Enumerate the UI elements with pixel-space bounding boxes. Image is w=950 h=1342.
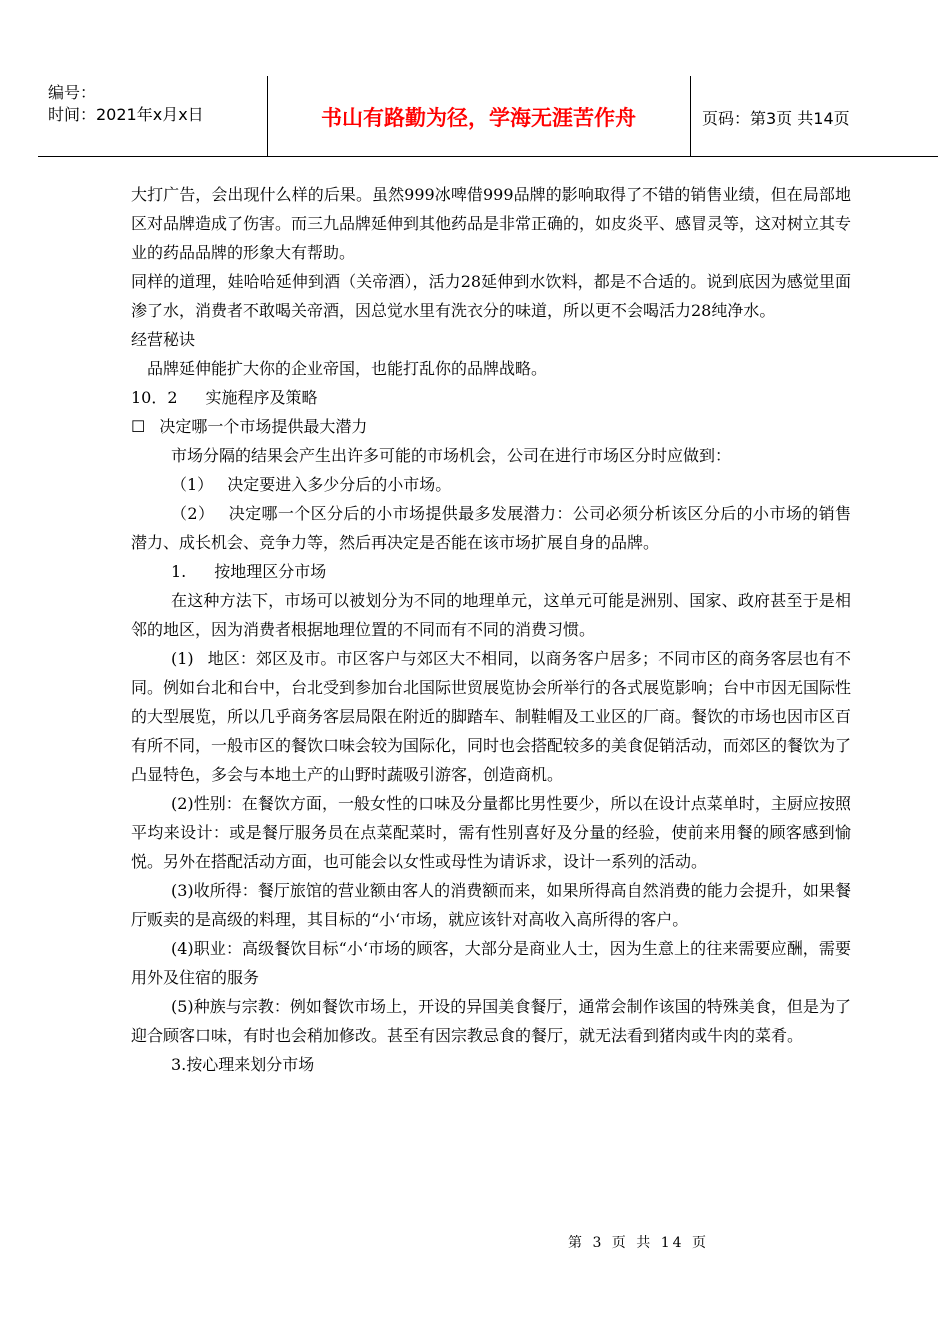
list-number: （2） [171,504,215,523]
header-page-number: 页码：第3页 共14页 [702,109,850,128]
sub-heading-title: 按地理区分市场 [214,562,327,581]
document-body [131,180,851,1079]
section-title: 实施程序及策略 [205,388,318,407]
paragraph: 品牌延伸能扩大你的企业帝国，也能打乱你的品牌战略。 [147,359,548,378]
sub-heading-number: 1. [171,562,187,581]
list-text: 决定哪一个区分后的小市场提供最多发展潜力：公司必须分析该区分后的小市场的销售潜力、成长机会、竞争力等，然后再决定是否能在该市场扩展自身的品牌。 [131,504,851,552]
paragraph: 同样的道理，娃哈哈延伸到酒（关帝酒），活力28延伸到水饮料，都是不合适的。说到底因为感觉里面渗了水，消费者不敢喝关帝酒，因总觉水里有洗衣分的味道，所以更不会喝活力28纯净水。 [131,272,851,320]
list-number: (1) [171,649,194,668]
paragraph: 大打广告，会出现什么样的后果。虽然999冰啤借999品牌的影响取得了不错的销售业绩，但在局部地区对品牌造成了伤害。而三九品牌延伸到其他药品是非常正确的，如皮炎平、感冒灵等，这对树立其专业的药品品牌的形象大有帮助。 [131,185,852,262]
header-divider [690,76,691,156]
list-item [131,470,851,499]
section-number: 10．2 [131,388,178,407]
section-heading [131,383,851,412]
sub-heading [131,557,851,586]
list-text: 地区：郊区及市。市区客户与郊区大不相同，以商务客户居多；不同市区的商务客层也有不同。例如台北和台中，台北受到参加台北国际世贸展览协会所举行的各式展览影响；台中市因无国际性的大型展览，所以几乎商务客层局限在附近的脚踏车、制鞋帽及工业区的厂商。餐饮的市场也因市区百有所不同，一般市区的餐饮口味会较为国际化，同时也会搭配较多的美食促销活动，而郊区的餐饮为了凸显特色，多会与本地土产的山野时蔬吸引游客，创造商机。 [131,649,852,784]
paragraph: (2)性别：在餐饮方面，一般女性的口味及分量都比男性要少，所以在设计点菜单时，主厨应按照平均来设计：或是餐厅服务员在点菜配菜时，需有性别喜好及分量的经验，使前来用餐的顾客感到愉悦。另外在搭配活动方面，也可能会以女性或母性为请诉求，设计一系列的活动。 [131,794,851,871]
paragraph: 市场分隔的结果会产生出许多可能的市场机会，公司在进行市场区分时应做到： [171,446,732,465]
list-number: （1） [171,475,214,494]
paragraph: (3)收所得：餐厅旅馆的营业额由客人的消费额而来，如果所得高自然消费的能力会提升，如果餐厅贩卖的是高级的料理，其目标的“小‘市场，就应该针对高收入高所得的客户。 [131,881,851,929]
checkbox-line [131,412,851,441]
paragraph: (5)种族与宗教：例如餐饮市场上，开设的异国美食餐厅，通常会制作该国的特殊美食，但是为了迎合顾客口味，有时也会稍加修改。甚至有因宗教忌食的餐厅，就无法看到猪肉或牛肉的菜肴。 [131,997,851,1045]
checkbox-label: 决定哪一个市场提供最大潜力 [159,417,368,436]
list-item [131,499,851,557]
list-text: 决定要进入多少分后的小市场。 [227,475,452,494]
paragraph: 在这种方法下，市场可以被划分为不同的地理单元，这单元可能是洲别、国家、政府甚至于是相邻的地区，因为消费者根据地理位置的不同而有不同的消费习惯。 [131,591,851,639]
section-heading: 经营秘诀 [131,330,196,349]
header-meta [48,82,204,126]
sub-heading: 3.按心理来划分市场 [171,1055,315,1074]
paragraph: (4)职业：高级餐饮目标“小‘市场的顾客，大部分是商业人士，因为生意上的往来需要应酬，需要用外及住宿的服务 [131,939,851,987]
page-header [38,76,938,157]
document-number-label: 编号： [48,83,97,102]
page-footer: 第 3 页 共 14 页 [568,1235,709,1251]
checkbox-icon: ☐ [131,417,146,436]
header-motto: 书山有路勤为径，学海无涯苦作舟 [321,106,636,130]
document-date: 时间：2021年x月x日 [48,105,204,124]
list-item [131,644,851,789]
